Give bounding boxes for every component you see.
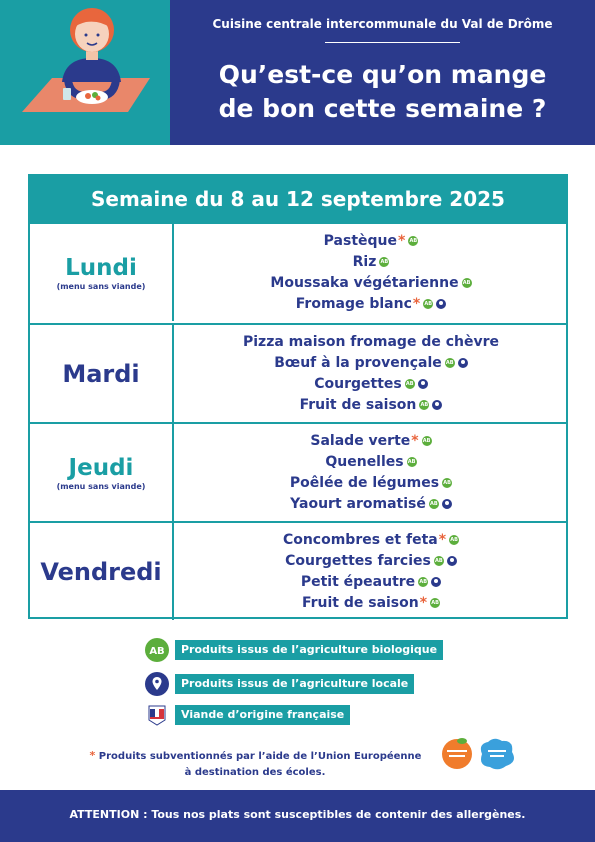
- dish-label: Quenelles: [325, 453, 404, 470]
- dish-item: [296, 294, 446, 315]
- header-subtitle: Cuisine centrale intercommunale du Val de Drôme: [212, 17, 553, 31]
- eu-subsidy-star: *: [438, 531, 447, 548]
- dish-item: [300, 395, 443, 416]
- ab-bio-icon: AB: [380, 259, 389, 265]
- weekly-menu-table: [28, 174, 568, 619]
- child-eating-illustration: [0, 0, 170, 145]
- eu-subsidy-star: *: [398, 232, 406, 249]
- day-name: Mardi: [62, 359, 140, 388]
- dish-item: [283, 530, 459, 551]
- header-banner: [170, 0, 595, 145]
- ab-bio-icon: [145, 638, 169, 662]
- dish-item: [290, 494, 452, 515]
- day-cell: [30, 523, 174, 620]
- location-pin-icon: [432, 400, 442, 410]
- dish-item: [301, 572, 441, 593]
- dish-item: [270, 273, 471, 294]
- viande-francaise-icon: [145, 703, 169, 727]
- lait-produits-laitiers-ecole-logo: [476, 736, 518, 772]
- footnote-star: *: [89, 749, 96, 762]
- header-divider: [325, 42, 460, 43]
- day-name: Jeudi: [68, 454, 134, 481]
- dish-label: Concombres et feta: [282, 531, 438, 548]
- dish-list: [176, 224, 566, 321]
- ab-bio-icon: AB: [409, 238, 418, 244]
- location-pin-icon: [447, 556, 457, 566]
- ab-bio-icon: AB: [405, 381, 414, 387]
- day-row-mardi: [30, 323, 566, 422]
- dish-label: Fromage blanc: [295, 295, 412, 312]
- ab-bio-icon: AB: [430, 501, 438, 507]
- ab-bio-icon: AB: [407, 459, 416, 465]
- day-row-jeudi: [30, 422, 566, 521]
- day-name: Vendredi: [40, 557, 162, 586]
- dish-item: [285, 551, 457, 572]
- location-pin-icon: [418, 379, 428, 389]
- dish-label: Moussaka végétarienne: [270, 274, 459, 291]
- dish-item: [324, 231, 419, 252]
- dish-label: Courgettes farcies: [285, 552, 431, 569]
- dish-label: Salade verte: [310, 432, 411, 449]
- dish-label: Courgettes: [314, 375, 402, 392]
- eu-subsidy-footnote: [70, 748, 440, 781]
- header: [0, 0, 595, 145]
- dish-list: [176, 523, 566, 620]
- eu-subsidy-star: *: [419, 594, 428, 611]
- day-note: (menu sans viande): [56, 481, 146, 491]
- dish-item: [310, 431, 431, 452]
- day-cell: [30, 424, 174, 521]
- location-pin-icon: [145, 672, 169, 696]
- dish-label: Riz: [352, 253, 377, 270]
- dish-item: [274, 353, 468, 374]
- legend-local-label: Produits issus de l’agriculture locale: [175, 674, 414, 694]
- day-cell: [30, 325, 174, 422]
- location-pin-icon: [431, 577, 441, 587]
- location-pin-icon: [436, 299, 446, 309]
- ab-bio-icon: AB: [435, 558, 443, 564]
- week-title: Semaine du 8 au 12 septembre 2025: [30, 176, 566, 222]
- fruits-legumes-ecole-logo: [440, 736, 474, 770]
- ab-bio-icon: AB: [422, 438, 431, 444]
- dish-label: Poêlée de légumes: [289, 474, 440, 491]
- dish-item: [353, 252, 390, 273]
- day-row-lundi: [30, 222, 566, 321]
- dish-label: Bœuf à la provençale: [274, 354, 442, 371]
- eu-subsidy-star: *: [411, 432, 419, 449]
- title-line-1: Qu’est-ce qu’on mange: [218, 60, 547, 89]
- location-pin-icon: [458, 358, 468, 368]
- dish-item: [302, 593, 440, 614]
- ab-bio-icon: AB: [424, 301, 433, 307]
- ab-bio-icon: AB: [462, 280, 471, 286]
- day-name: Lundi: [65, 254, 137, 281]
- footnote-line-2: à destination des écoles.: [184, 767, 326, 778]
- ab-bio-icon: AB: [443, 480, 451, 486]
- dish-list: [176, 325, 566, 422]
- page-title: [180, 58, 585, 126]
- svg-text:AB: AB: [149, 646, 165, 657]
- dish-item: [314, 374, 428, 395]
- ab-bio-icon: AB: [445, 360, 454, 366]
- dish-label: Pizza maison fromage de chèvre: [242, 333, 500, 350]
- allergen-warning-footer: ATTENTION : Tous nos plats sont susceptibles de contenir des allergènes.: [0, 790, 595, 842]
- eu-subsidy-star: *: [412, 295, 421, 312]
- legend-french-meat-label: Viande d’origine française: [175, 705, 350, 725]
- title-line-2: de bon cette semaine ?: [218, 94, 547, 123]
- ab-bio-icon: AB: [450, 537, 458, 543]
- dish-list: [176, 424, 566, 521]
- day-cell: [30, 224, 174, 321]
- dish-label: Fruit de saison: [301, 594, 419, 611]
- dish-item: [325, 452, 416, 473]
- dish-label: Yaourt aromatisé: [290, 495, 426, 512]
- ab-bio-icon: AB: [431, 600, 439, 606]
- dish-label: Fruit de saison: [299, 396, 417, 413]
- ab-bio-icon: AB: [420, 402, 429, 408]
- ab-bio-icon: AB: [419, 579, 428, 585]
- dish-label: Pastèque: [323, 232, 397, 249]
- day-note: (menu sans viande): [56, 281, 146, 291]
- footnote-text-1: Produits subventionnés par l’aide de l’Union Européenne: [98, 751, 422, 762]
- day-row-vendredi: [30, 521, 566, 620]
- footnote-line-1: [70, 748, 440, 765]
- dish-item: [290, 473, 452, 494]
- dish-label: Petit épeautre: [300, 573, 416, 590]
- legend-bio-label: Produits issus de l’agriculture biologique: [175, 640, 443, 660]
- location-pin-icon: [442, 499, 452, 509]
- dish-item: [243, 332, 499, 353]
